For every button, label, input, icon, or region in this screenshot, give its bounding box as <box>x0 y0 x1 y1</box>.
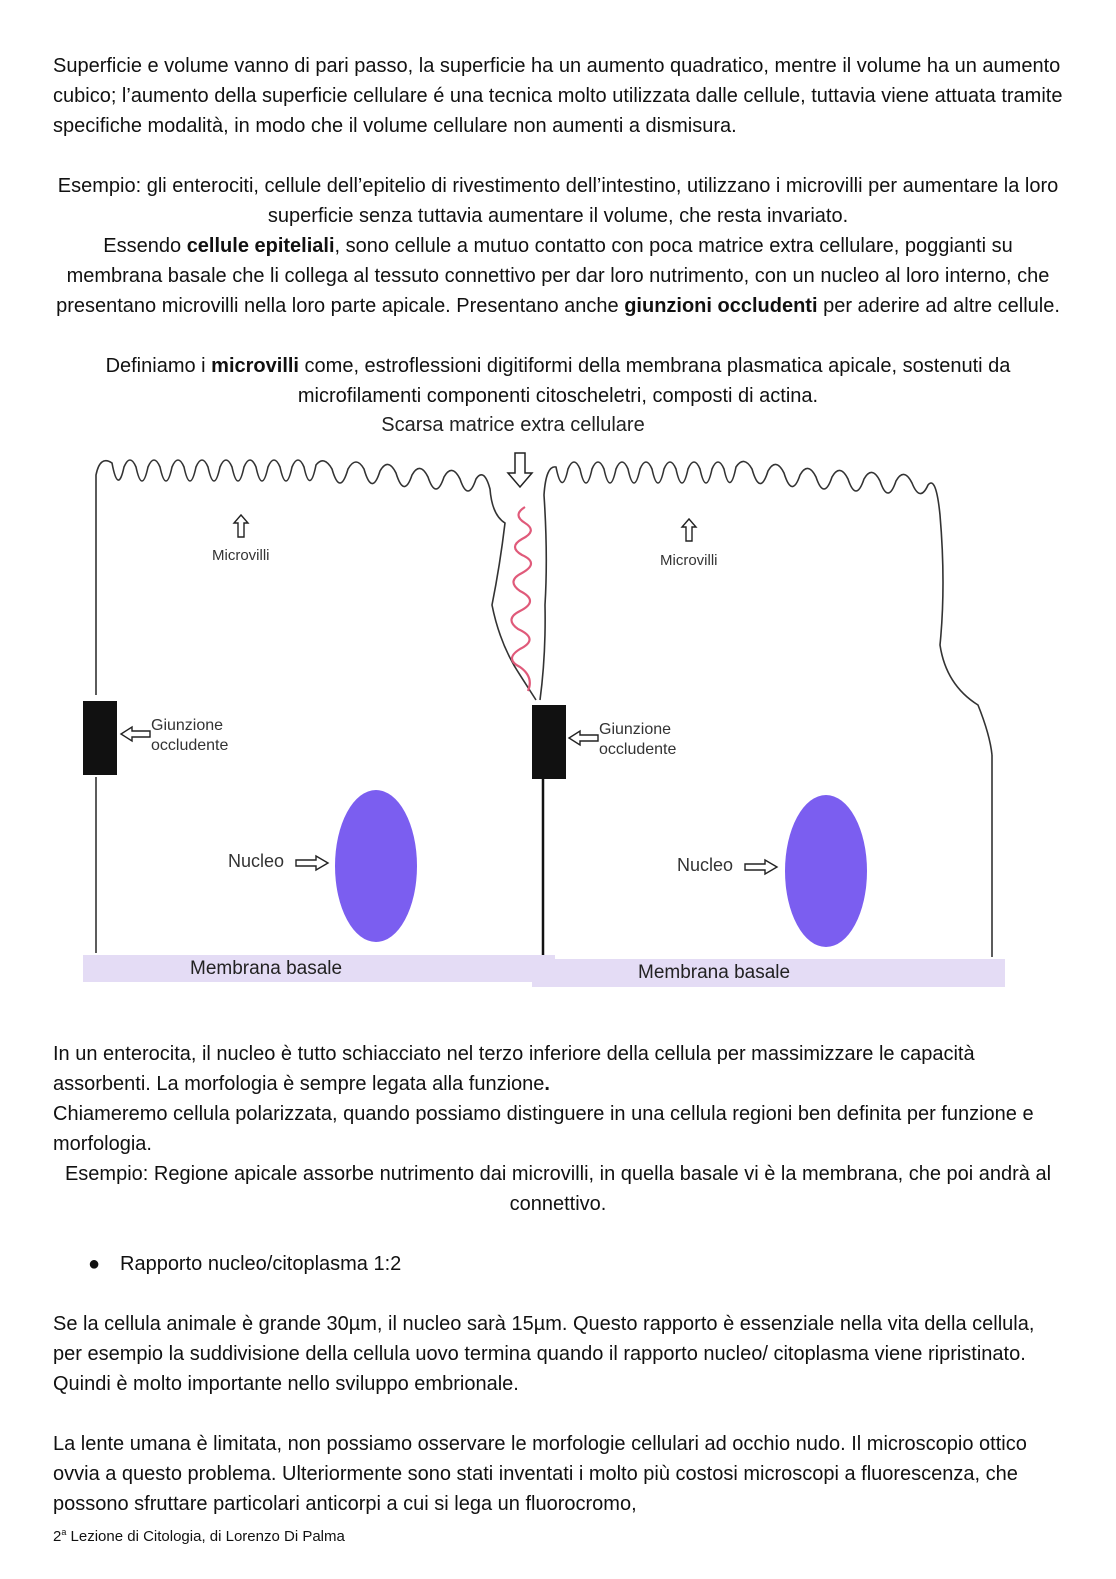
text-run: In un enterocita, il nucleo è tutto schiacciato nel terzo inferiore della cellula per massimizzare le capacità assorbenti. La morfologia è sempre legata alla funzione <box>53 1043 975 1095</box>
left-junction-arrow-icon <box>121 727 150 741</box>
bold-term: giunzioni occludenti <box>624 295 818 317</box>
microvilli-definition <box>53 351 1063 411</box>
left-junction-label-1: Giunzione <box>151 717 224 734</box>
ratio-paragraph: Se la cellula animale è grande 30µm, il nucleo sarà 15µm. Questo rapporto è essenziale nella vita della cellula, per esempio la suddivisione della cellula uovo termina quando il rapporto nucleo/ citoplasma viene ripristinato. Quindi è molto importante nello sviluppo embrionale. <box>53 1313 1035 1395</box>
microscope-paragraph: La lente umana è limitata, non possiamo osservare le morfologie cellulari ad occhio nudo. Il microscopio ottico ovvia a questo problema. Ulteriormente sono stati inventati i molto più costosi microscopi a fluorescenza, che possono sfruttare particolari anticorpi a cui si lega un fluorocromo, <box>53 1433 1027 1515</box>
text-run: Definiamo i <box>105 355 212 377</box>
bold-term: . <box>544 1073 550 1095</box>
page-footer <box>53 1522 345 1547</box>
extracellular-matrix-wave <box>511 507 531 691</box>
text-run: per aderire ad altre cellule. <box>817 295 1060 317</box>
intro-paragraph: Superficie e volume vanno di pari passo, la superficie ha un aumento quadratico, mentre il volume ha un aumento cubico; l’aumento della superficie cellulare é una tecnica molto utilizzata dalle cellule, tuttavia viene attuata tramite specifiche modalità, in modo che il volume cellulare non aumenti a dismisura. <box>53 55 1063 137</box>
polarized-cell-paragraph: Chiameremo cellula polarizzata, quando possiamo distinguere in una cellula regioni ben definita per funzione e morfologia. <box>53 1103 1034 1155</box>
diagram-title: Scarsa matrice extra cellulare <box>381 414 645 436</box>
enterocyte-diagram <box>0 405 1116 1000</box>
right-junction-arrow-icon <box>569 731 598 745</box>
footer-superscript: a <box>61 1527 67 1537</box>
bold-term: microvilli <box>211 355 299 377</box>
text-run: come, estroflessioni digitiformi della membrana plasmatica apicale, sostenuti da microfilamenti componenti citoscheletri, composti di actina. <box>297 355 1011 407</box>
right-microvilli-arrow-icon <box>682 519 696 541</box>
right-microvilli-label: Microvilli <box>660 552 718 569</box>
bullet-dot: ● <box>88 1253 101 1275</box>
text-run: , sono cellule a mutuo contatto con poca matrice extra cellulare, poggianti su membrana basale che li collega al tessuto connettivo per dar loro nutrimento, con un nucleo al loro interno, che presentano microvilli nella loro parte apicale. Presentano anche <box>56 235 1050 317</box>
matrix-arrow-icon <box>508 453 532 487</box>
right-nucleus <box>785 795 867 947</box>
left-cell-apical-membrane <box>96 460 536 700</box>
example-apical-region: Esempio: Regione apicale assorbe nutrimento dai microvilli, in quella basale vi è la membrana, che poi andrà al connettivo. <box>64 1163 1052 1215</box>
left-tight-junction <box>83 701 117 775</box>
bullet-item: Rapporto nucleo/citoplasma 1:2 <box>120 1253 402 1275</box>
left-junction-label-2: occludente <box>151 737 229 754</box>
left-nucleus <box>335 790 417 942</box>
example-enterocytes: Esempio: gli enterociti, cellule dell’epitelio di rivestimento dell’intestino, utilizzano i microvilli per aumentare la loro superficie senza tuttavia aumentare il volume, che resta invariato. <box>57 175 1059 227</box>
right-cell-apical-membrane <box>540 461 992 755</box>
right-basal-membrane-label: Membrana basale <box>638 962 791 983</box>
left-microvilli-arrow-icon <box>234 515 248 537</box>
left-nucleus-label: Nucleo <box>228 851 285 871</box>
bold-term: cellule epiteliali <box>186 235 335 257</box>
left-microvilli-label: Microvilli <box>212 547 270 564</box>
footer-text: Lezione di Citologia, di Lorenzo Di Palma <box>66 1528 345 1545</box>
right-nucleus-label: Nucleo <box>677 855 734 875</box>
right-nucleus-arrow-icon <box>745 860 777 874</box>
left-basal-membrane-label: Membrana basale <box>190 958 343 979</box>
right-junction-label-1: Giunzione <box>599 721 672 738</box>
right-tight-junction <box>532 705 566 779</box>
text-run: Essendo <box>103 235 187 257</box>
left-nucleus-arrow-icon <box>296 856 328 870</box>
footer-number: 2 <box>53 1528 62 1545</box>
nucleus-paragraph <box>53 1039 1063 1099</box>
epithelial-paragraph <box>53 231 1063 321</box>
right-junction-label-2: occludente <box>599 741 677 758</box>
